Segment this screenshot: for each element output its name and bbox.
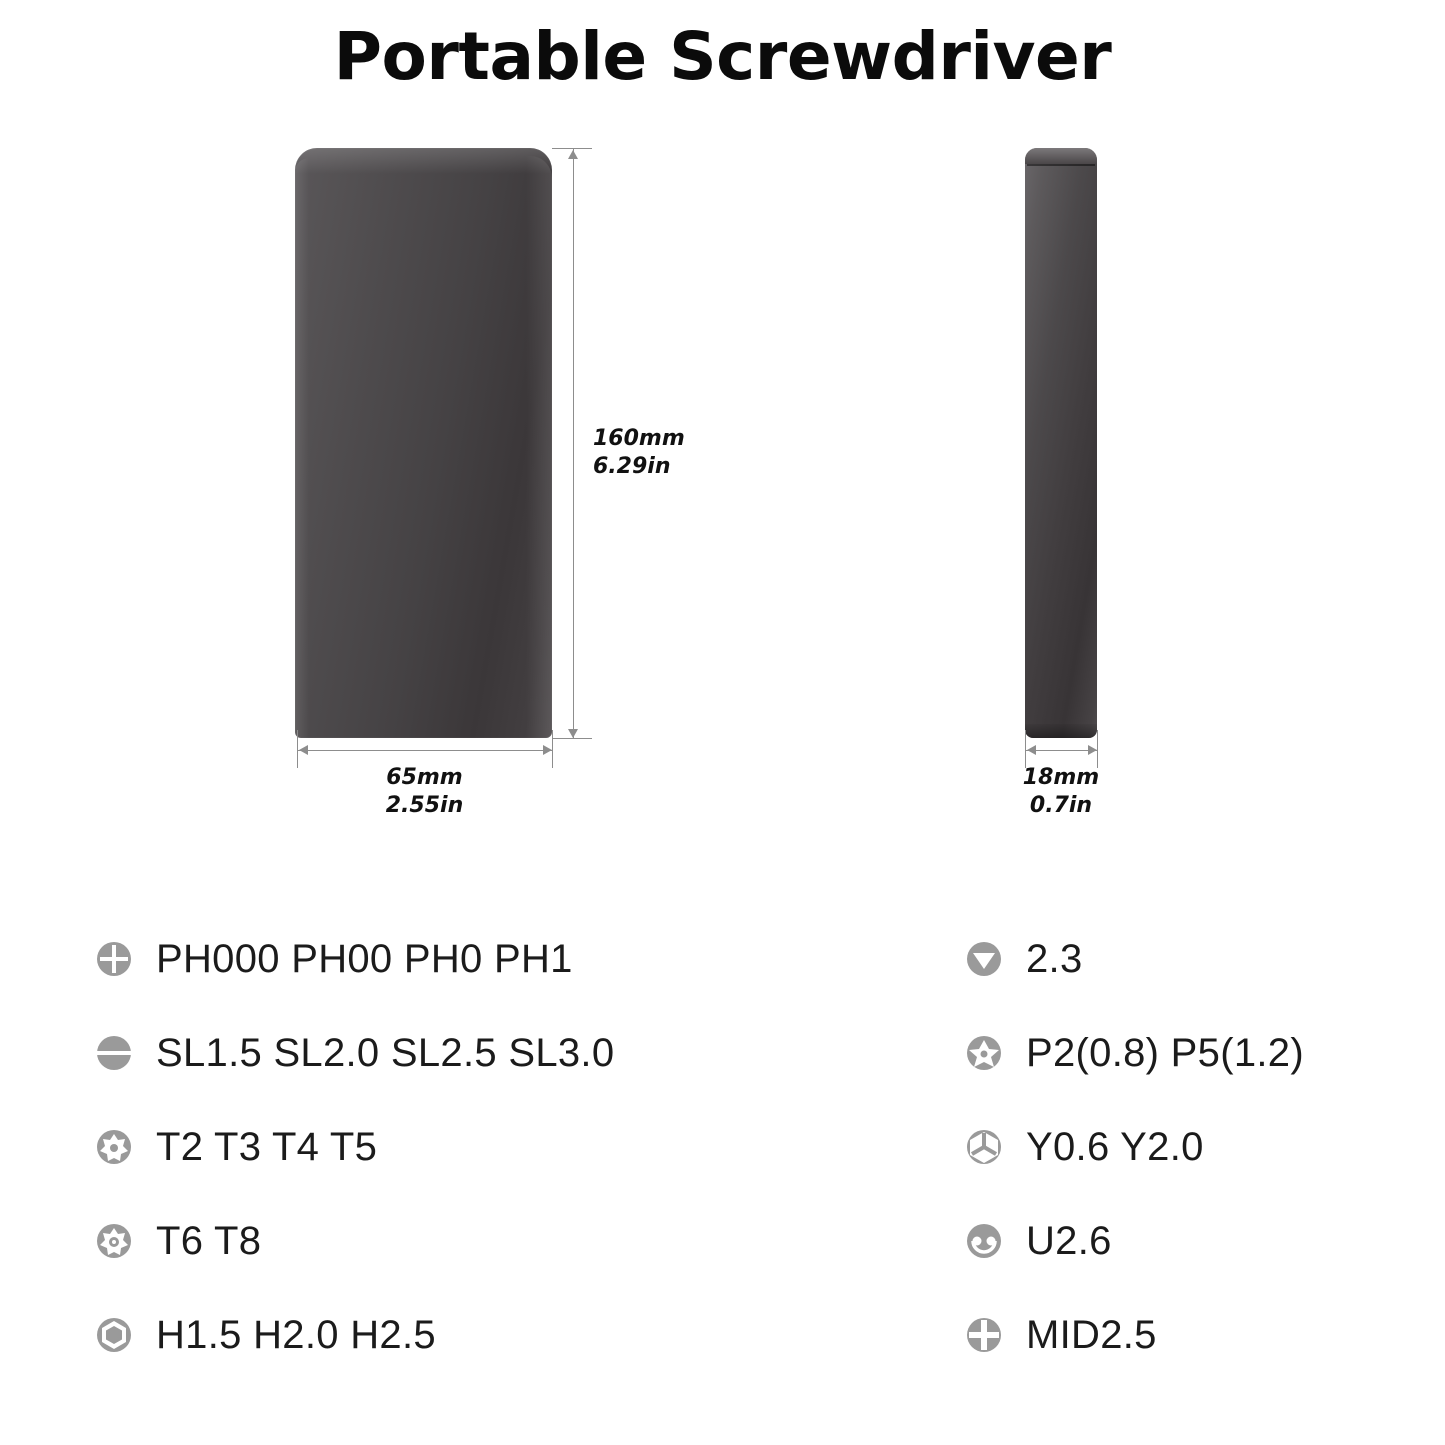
list-item-label: Y0.6 Y2.0 [1026, 1124, 1204, 1169]
u-shape-icon [962, 1219, 1006, 1263]
case-top-highlight [295, 148, 552, 174]
handle-width-right-tick [1097, 730, 1098, 768]
list-item [92, 1288, 712, 1382]
case-height-bottom-tick [552, 738, 592, 739]
list-item-label: MID2.5 [1026, 1312, 1157, 1357]
case-height-dimension-line [573, 148, 574, 738]
case-height-mm: 160mm [593, 426, 685, 451]
list-item [962, 912, 1445, 1006]
triangle-icon [962, 937, 1006, 981]
case-width-left-tick [297, 730, 298, 768]
list-item [92, 1100, 712, 1194]
handle-width-arrow-right [1088, 745, 1097, 755]
list-item [962, 1100, 1445, 1194]
list-item [962, 1288, 1445, 1382]
list-item-label: PH000 PH00 PH0 PH1 [156, 936, 573, 981]
case-height-top-tick [552, 148, 592, 149]
case-height-label [593, 425, 685, 480]
bit-list [0, 912, 1445, 1442]
case-width-in: 2.55in [385, 792, 464, 818]
case-height-arrow-down [568, 729, 578, 738]
case-width-arrow-right [543, 745, 552, 755]
slotted-icon [92, 1031, 136, 1075]
bit-list-left-column [92, 912, 712, 1382]
case-width-mm: 65mm [386, 765, 463, 790]
list-item [92, 1194, 712, 1288]
list-item-label: T2 T3 T4 T5 [156, 1124, 378, 1169]
screwdriver-case-image [295, 148, 552, 738]
case-width-dimension-line [297, 750, 552, 751]
list-item [92, 1006, 712, 1100]
case-height-in: 6.29in [593, 453, 671, 479]
list-item-label: 2.3 [1026, 936, 1083, 981]
case-width-right-tick [552, 730, 553, 768]
case-right-edge [526, 156, 552, 738]
torx-icon [92, 1125, 136, 1169]
handle-width-in: 0.7in [1029, 792, 1093, 818]
list-item [962, 1006, 1445, 1100]
phillips-icon [92, 937, 136, 981]
handle-width-arrow-left [1027, 745, 1036, 755]
bit-list-right-column [962, 912, 1445, 1382]
case-width-arrow-left [299, 745, 308, 755]
handle-bottom-shade [1025, 724, 1097, 738]
case-height-arrow-up [568, 150, 578, 159]
handle-width-label [976, 764, 1146, 819]
screwdriver-handle-image [1025, 148, 1097, 738]
hex-icon [92, 1313, 136, 1357]
handle-cap-seam [1027, 164, 1095, 166]
list-item [92, 912, 712, 1006]
list-item-label: SL1.5 SL2.0 SL2.5 SL3.0 [156, 1030, 615, 1075]
pentalobe-icon [962, 1031, 1006, 1075]
list-item-label: T6 T8 [156, 1218, 262, 1263]
list-item-label: H1.5 H2.0 H2.5 [156, 1312, 436, 1357]
handle-width-left-tick [1025, 730, 1026, 768]
page-title: Portable Screwdriver [333, 18, 1112, 95]
torx-security-icon [92, 1219, 136, 1263]
list-item [962, 1194, 1445, 1288]
tri-wing-icon [962, 1125, 1006, 1169]
case-width-label [297, 764, 552, 819]
list-item-label: P2(0.8) P5(1.2) [1026, 1030, 1304, 1075]
case-left-edge [295, 158, 309, 738]
list-item-label: U2.6 [1026, 1218, 1112, 1263]
handle-width-mm: 18mm [1022, 765, 1100, 790]
product-illustration [0, 130, 1445, 830]
handle-cap [1025, 148, 1097, 164]
mid-cross-icon [962, 1313, 1006, 1357]
